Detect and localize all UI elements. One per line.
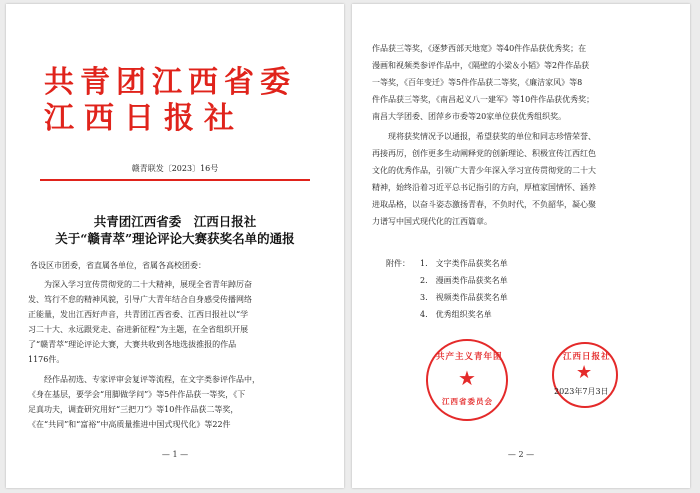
body-line: 一等奖，《百年变迁》等5件作品获二等奖，《廉洁家风》等8	[372, 78, 583, 87]
seal-text-top: 江西日报社	[563, 352, 611, 362]
body-line: 再接再厉，创作更多生动阐释党的创新理论、积极宣传江西红色	[372, 149, 596, 158]
attachment-item: 2. 漫画类作品获奖名单	[420, 276, 508, 285]
body-line: 南昌大学团委、团萍乡市委等20家单位获优秀组织奖。	[372, 112, 567, 121]
star-icon: ★	[458, 366, 476, 390]
body-line: 习二十大、永远跟党走、奋进新征程”为主题，在全省组织开展	[28, 325, 249, 334]
body-line: 进取品格，以奋斗姿态激扬青春，不负时代，不负韶华，凝心聚	[372, 200, 596, 209]
body-line: 正能量，发出江西好声音，共青团江西省委、江西日报社以“学	[28, 310, 249, 319]
document-page-2	[352, 4, 690, 488]
issuer-header-line1: 共青团江西省委	[44, 65, 296, 100]
document-page-1	[6, 4, 344, 488]
notice-title-line1: 共青团江西省委 江西日报社	[93, 214, 257, 229]
recipients-line: 各设区市团委，省直属各单位，省属各高校团委：	[30, 261, 206, 270]
body-line: 为深入学习宣传贯彻党的二十大精神，展现全省青年踔厉奋	[44, 280, 252, 289]
notice-title-line2: 关于“赣青萃”理论评论大赛获奖名单的通报	[55, 231, 295, 246]
body-line: 作品获三等奖，《逐梦西部天地宽》等40件作品获优秀奖；在	[372, 44, 587, 53]
body-line: 经作品初选、专家评审会复评等流程，在文字类参评作品中，	[44, 375, 260, 384]
body-line: 现将获奖情况予以通报，希望获奖的单位和同志珍惜荣誉、	[388, 132, 596, 141]
body-line: 力谱写中国式现代化的江西篇章。	[372, 217, 492, 226]
red-divider	[40, 179, 310, 181]
body-line: 了“赣青萃”理论评论大赛，大赛共收到各地选拔推报的作品	[28, 340, 237, 349]
issue-date: 2023年7月3日	[554, 387, 609, 396]
page-number: — 1 —	[161, 450, 189, 459]
body-line: 发、笃行不怠的精神风貌，引导广大青年结合自身感受传播网络	[28, 295, 252, 304]
newspaper-seal	[552, 342, 618, 408]
attachment-item: 1. 文字类作品获奖名单	[420, 259, 508, 268]
document-number: 赣青联发〔2023〕16号	[131, 164, 219, 173]
youth-league-seal	[426, 339, 508, 421]
body-line: 件作品获三等奖，《南昌起义八一建军》等10件作品获优秀奖；	[372, 95, 595, 104]
seal-text-bottom: 江西省委员会	[442, 397, 493, 406]
seal-text-top: 共产主义青年团	[436, 352, 503, 362]
body-line: 漫画和视频类参评作品中，《隔壁的小梁＆小韬》等2件作品获	[372, 61, 590, 70]
issuer-header-line2: 江西日报社	[44, 101, 244, 136]
attachments-label: 附件：	[386, 259, 410, 268]
attachment-item: 3. 视频类作品获奖名单	[420, 293, 508, 302]
page-number: — 2 —	[507, 450, 535, 459]
star-icon: ★	[576, 362, 593, 383]
body-line: 文化的优秀作品，引领广大青少年深入学习宣传贯彻党的二十大	[372, 166, 596, 175]
body-line: 《在“共同”和“富裕”中高质量推进中国式现代化》等22件	[28, 420, 231, 429]
attachment-item: 4. 优秀组织奖名单	[420, 310, 492, 319]
body-line: 1176件。	[28, 355, 65, 364]
body-line: 足真功夫，调査研究用好“三把刀”》等10件作品获二等奖，	[28, 405, 239, 414]
body-line: 《身在基层，要学会“用脚做学问”》等5件作品获一等奖，《下	[28, 390, 246, 399]
body-line: 精神，始终沿着习近平总书记指引的方向，厚植家国情怀、涵养	[372, 183, 596, 192]
